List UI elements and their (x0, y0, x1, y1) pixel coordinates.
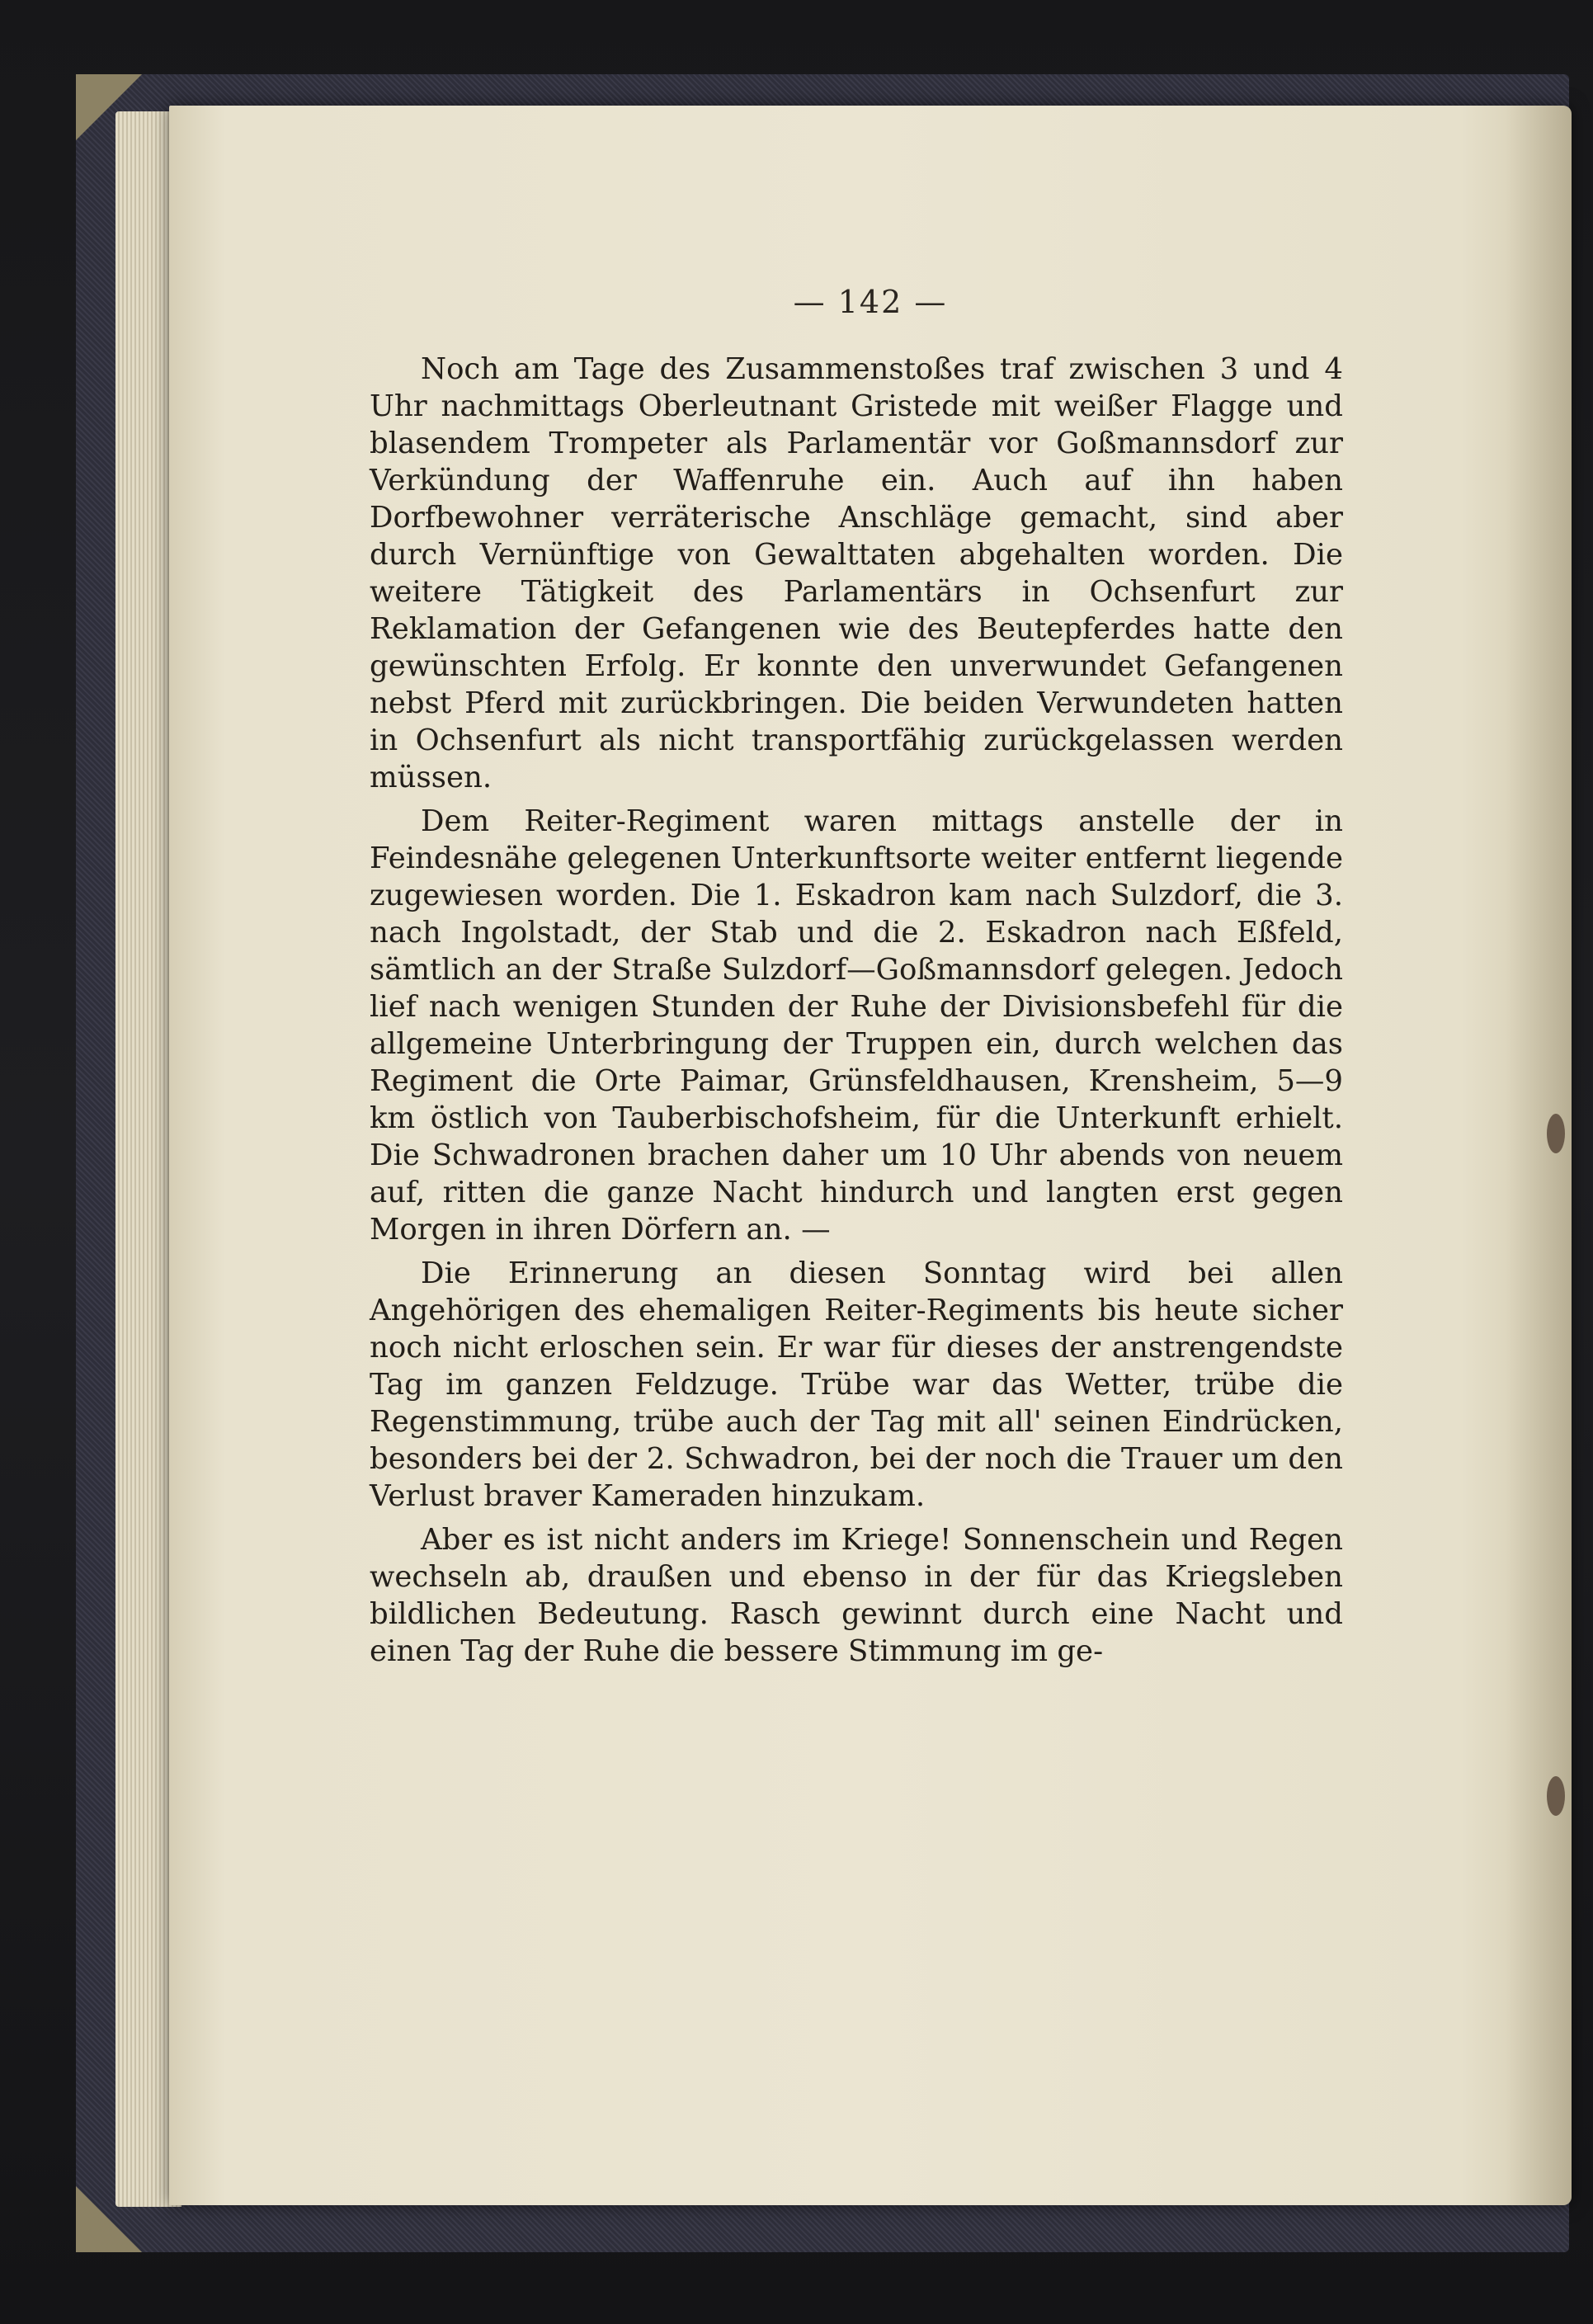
page-tab-marker (1547, 1776, 1565, 1816)
paragraph: Aber es ist nicht anders im Kriege! Sonnenschein und Regen wechseln ab, draußen und ebenso in der für das Kriegsleben bildlichen Bedeutung. Rasch gewinnt durch eine Nacht und einen Tag der Ruhe die bessere Stimmung im ge- (370, 1523, 1343, 1668)
paragraph: Die Erinnerung an diesen Sonntag wird bei allen Angehörigen des ehemaligen Reiter-Regiments bis heute sicher noch nicht erloschen sein. Er war für dieses der anstrengendste Tag im ganzen Feldzuge. Trübe war das Wetter, trübe die Regenstimmung, trübe auch der Tag mit all' seinen Eindrücken, besonders bei der 2. Schwadron, bei der noch die Trauer um den Verlust braver Kameraden hinzukam. (370, 1256, 1343, 1513)
paragraph: Dem Reiter-Regiment waren mittags anstelle der in Feindesnähe gelegenen Unterkunftsorte weiter entfernt liegende zugewiesen worden. Die 1. Eskadron kam nach Sulzdorf, die 3. nach Ingolstadt, der Stab und die 2. Eskadron nach Eßfeld, sämtlich an der Straße Sulzdorf—Goßmannsdorf gelegen. Jedoch lief nach wenigen Stunden der Ruhe der Divisionsbefehl für die allgemeine Unterbringung der Truppen ein, durch welchen das Regiment die Orte Paimar, Grünsfeldhausen, Krensheim, 5—9 km östlich von Tauberbischofsheim, für die Unterkunft erhielt. Die Schwadronen brachen daher um 10 Uhr abends von neuem auf, ritten die ganze Nacht hindurch und langten erst gegen Morgen in ihren Dörfern an. — (370, 804, 1343, 1247)
page-number: — 142 — (793, 284, 948, 320)
paragraph: Noch am Tage des Zusammenstoßes traf zwischen 3 und 4 Uhr nachmittags Oberleutnant Gristede mit weißer Flagge und blasendem Trompeter als Parlamentär vor Goßmannsdorf zur Verkündung der Waffenruhe ein. Auch auf ihn haben Dorfbewohner verräterische Anschläge gemacht, sind aber durch Vernünftige von Gewalttaten abgehalten worden. Die weitere Tätigkeit des Parlamentärs in Ochsenfurt zur Reklamation der Gefangenen wie des Beutepferdes hatte den gewünschten Erfolg. Er konnte den unverwundet Gefangenen nebst Pferd mit zurückbringen. Die beiden Verwundeten hatten in Ochsenfurt als nicht transportfähig zurückgelassen werden müssen. (370, 352, 1343, 794)
page-tab-marker (1547, 1114, 1565, 1153)
body-text (370, 351, 1343, 1670)
page-gutter-shadow (1506, 106, 1572, 2205)
